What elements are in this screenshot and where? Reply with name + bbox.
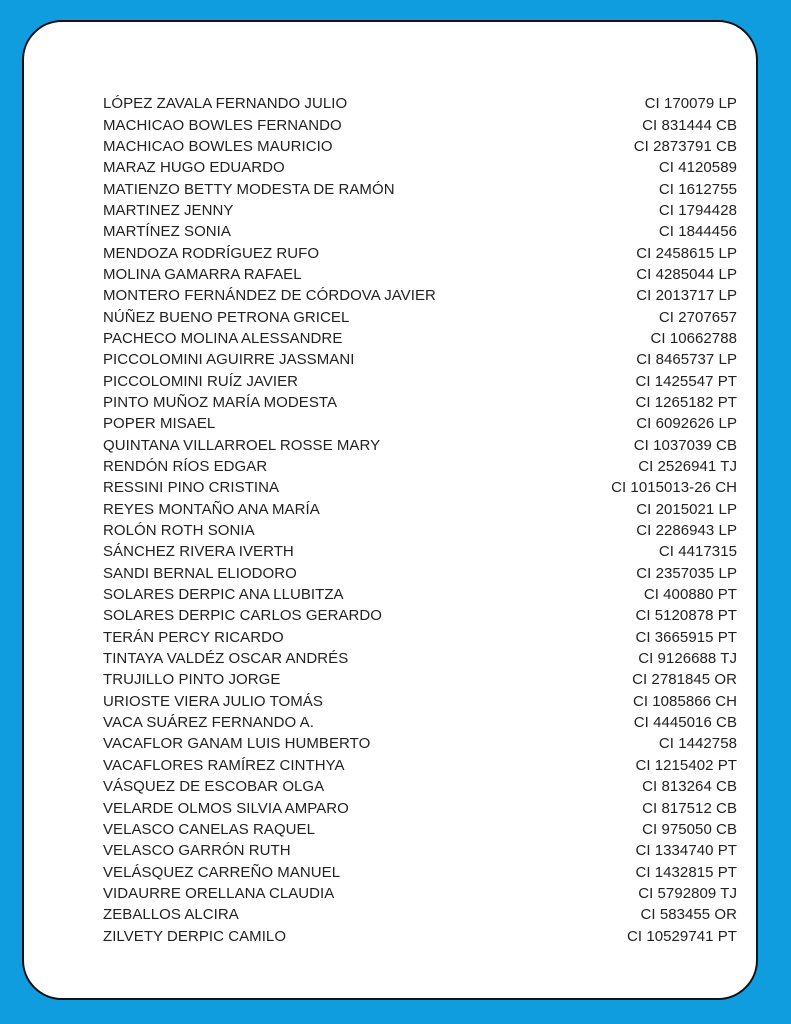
person-name: MACHICAO BOWLES MAURICIO: [103, 137, 333, 155]
list-item: [103, 242, 737, 263]
list-item: [103, 200, 737, 221]
list-item: [103, 584, 737, 605]
person-name: PICCOLOMINI RUÍZ JAVIER: [103, 372, 299, 390]
person-name: RENDÓN RÍOS EDGAR: [103, 458, 268, 476]
list-item: [103, 328, 737, 349]
id-number: CI 1432815 PT: [635, 863, 737, 881]
person-name: VACAFLOR GANAM LUIS HUMBERTO: [103, 735, 371, 753]
list-item: [103, 178, 737, 199]
id-number: CI 3665915 PT: [635, 628, 737, 646]
person-name: TERÁN PERCY RICARDO: [103, 628, 284, 646]
list-item: [103, 477, 737, 498]
person-name: SANDI BERNAL ELIODORO: [103, 564, 297, 582]
id-number: CI 1425547 PT: [635, 372, 737, 390]
id-number: CI 6092626 LP: [636, 415, 737, 433]
person-name: RESSINI PINO CRISTINA: [103, 479, 280, 497]
person-name: VELARDE OLMOS SILVIA AMPARO: [103, 799, 349, 817]
list-item: [103, 136, 737, 157]
person-name: MOLINA GAMARRA RAFAEL: [103, 265, 302, 283]
list-item: [103, 627, 737, 648]
person-name: TINTAYA VALDÉZ OSCAR ANDRÉS: [103, 650, 349, 668]
document-card: [22, 20, 758, 1000]
id-number: CI 831444 CB: [642, 116, 737, 134]
person-name: VACA SUÁREZ FERNANDO A.: [103, 714, 314, 732]
id-number: CI 10662788: [650, 329, 737, 347]
list-item: [103, 925, 737, 946]
id-number: CI 400880 PT: [643, 586, 737, 604]
id-number: CI 2015021 LP: [636, 500, 737, 518]
person-name: MONTERO FERNÁNDEZ DE CÓRDOVA JAVIER: [103, 287, 436, 305]
person-name: VELASCO CANELAS RAQUEL: [103, 820, 316, 838]
id-number: CI 2013717 LP: [636, 287, 737, 305]
id-number: CI 813264 CB: [642, 778, 737, 796]
list-item: [103, 904, 737, 925]
list-item: [103, 712, 737, 733]
id-number: CI 1612755: [658, 180, 737, 198]
list-item: [103, 541, 737, 562]
id-number: CI 10529741 PT: [627, 927, 737, 945]
id-number: CI 583455 OR: [640, 906, 737, 924]
list-item: [103, 691, 737, 712]
id-number: CI 2526941 TJ: [638, 458, 737, 476]
list-item: [103, 733, 737, 754]
person-name: MACHICAO BOWLES FERNANDO: [103, 116, 342, 134]
person-name: ZEBALLOS ALCIRA: [103, 906, 239, 924]
id-number: CI 1844456: [658, 223, 737, 241]
list-item: [103, 413, 737, 434]
list-item: [103, 499, 737, 520]
list-item: [103, 840, 737, 861]
id-number: CI 4445016 CB: [633, 714, 737, 732]
person-name: PACHECO MOLINA ALESSANDRE: [103, 329, 343, 347]
list-item: [103, 883, 737, 904]
list-item: [103, 605, 737, 626]
person-name: URIOSTE VIERA JULIO TOMÁS: [103, 692, 323, 710]
id-number: CI 2873791 CB: [633, 137, 737, 155]
person-name: POPER MISAEL: [103, 415, 216, 433]
person-name: SÁNCHEZ RIVERA IVERTH: [103, 543, 294, 561]
person-name: QUINTANA VILLARROEL ROSSE MARY: [103, 436, 381, 454]
id-number: CI 4285044 LP: [636, 265, 737, 283]
id-number: CI 170079 LP: [644, 95, 737, 113]
list-item: [103, 520, 737, 541]
id-number: CI 817512 CB: [642, 799, 737, 817]
names-list: [103, 93, 737, 947]
list-item: [103, 114, 737, 135]
list-item: [103, 93, 737, 114]
id-number: CI 2707657: [658, 308, 737, 326]
person-name: LÓPEZ ZAVALA FERNANDO JULIO: [103, 95, 348, 113]
person-name: SOLARES DERPIC CARLOS GERARDO: [103, 607, 383, 625]
person-name: REYES MONTAÑO ANA MARÍA: [103, 500, 320, 518]
person-name: MATIENZO BETTY MODESTA DE RAMÓN: [103, 180, 395, 198]
list-item: [103, 306, 737, 327]
list-item: [103, 370, 737, 391]
id-number: CI 1215402 PT: [635, 756, 737, 774]
person-name: ROLÓN ROTH SONIA: [103, 522, 255, 540]
person-name: MENDOZA RODRÍGUEZ RUFO: [103, 244, 320, 262]
list-item: [103, 563, 737, 584]
id-number: CI 1794428: [658, 201, 737, 219]
id-number: CI 975050 CB: [642, 820, 737, 838]
list-item: [103, 776, 737, 797]
person-name: SOLARES DERPIC ANA LLUBITZA: [103, 586, 344, 604]
person-name: PINTO MUÑOZ MARÍA MODESTA: [103, 393, 338, 411]
list-item: [103, 157, 737, 178]
person-name: PICCOLOMINI AGUIRRE JASSMANI: [103, 351, 355, 369]
list-item: [103, 456, 737, 477]
list-item: [103, 648, 737, 669]
id-number: CI 1334740 PT: [635, 842, 737, 860]
list-item: [103, 819, 737, 840]
list-item: [103, 861, 737, 882]
list-item: [103, 264, 737, 285]
list-item: [103, 392, 737, 413]
person-name: MARTINEZ JENNY: [103, 201, 234, 219]
id-number: CI 1015013-26 CH: [611, 479, 737, 497]
list-item: [103, 435, 737, 456]
id-number: CI 1085866 CH: [632, 692, 737, 710]
id-number: CI 1037039 CB: [633, 436, 737, 454]
id-number: CI 9126688 TJ: [638, 650, 737, 668]
id-number: CI 1265182 PT: [635, 393, 737, 411]
list-item: [103, 349, 737, 370]
person-name: VÁSQUEZ DE ESCOBAR OLGA: [103, 778, 325, 796]
person-name: VACAFLORES RAMÍREZ CINTHYA: [103, 756, 345, 774]
id-number: CI 4417315: [658, 543, 737, 561]
person-name: NÚÑEZ BUENO PETRONA GRICEL: [103, 308, 350, 326]
id-number: CI 2458615 LP: [636, 244, 737, 262]
person-name: VIDAURRE ORELLANA CLAUDIA: [103, 884, 335, 902]
list-item: [103, 797, 737, 818]
person-name: MARAZ HUGO EDUARDO: [103, 159, 285, 177]
id-number: CI 2357035 LP: [636, 564, 737, 582]
person-name: MARTÍNEZ SONIA: [103, 223, 231, 241]
id-number: CI 5120878 PT: [635, 607, 737, 625]
person-name: VELÁSQUEZ CARREÑO MANUEL: [103, 863, 341, 881]
id-number: CI 8465737 LP: [636, 351, 737, 369]
list-item: [103, 669, 737, 690]
id-number: CI 4120589: [658, 159, 737, 177]
person-name: ZILVETY DERPIC CAMILO: [103, 927, 287, 945]
list-item: [103, 221, 737, 242]
id-number: CI 2781845 OR: [632, 671, 737, 689]
list-item: [103, 285, 737, 306]
id-number: CI 2286943 LP: [636, 522, 737, 540]
list-item: [103, 755, 737, 776]
id-number: CI 5792809 TJ: [638, 884, 737, 902]
person-name: VELASCO GARRÓN RUTH: [103, 842, 291, 860]
person-name: TRUJILLO PINTO JORGE: [103, 671, 281, 689]
id-number: CI 1442758: [658, 735, 737, 753]
